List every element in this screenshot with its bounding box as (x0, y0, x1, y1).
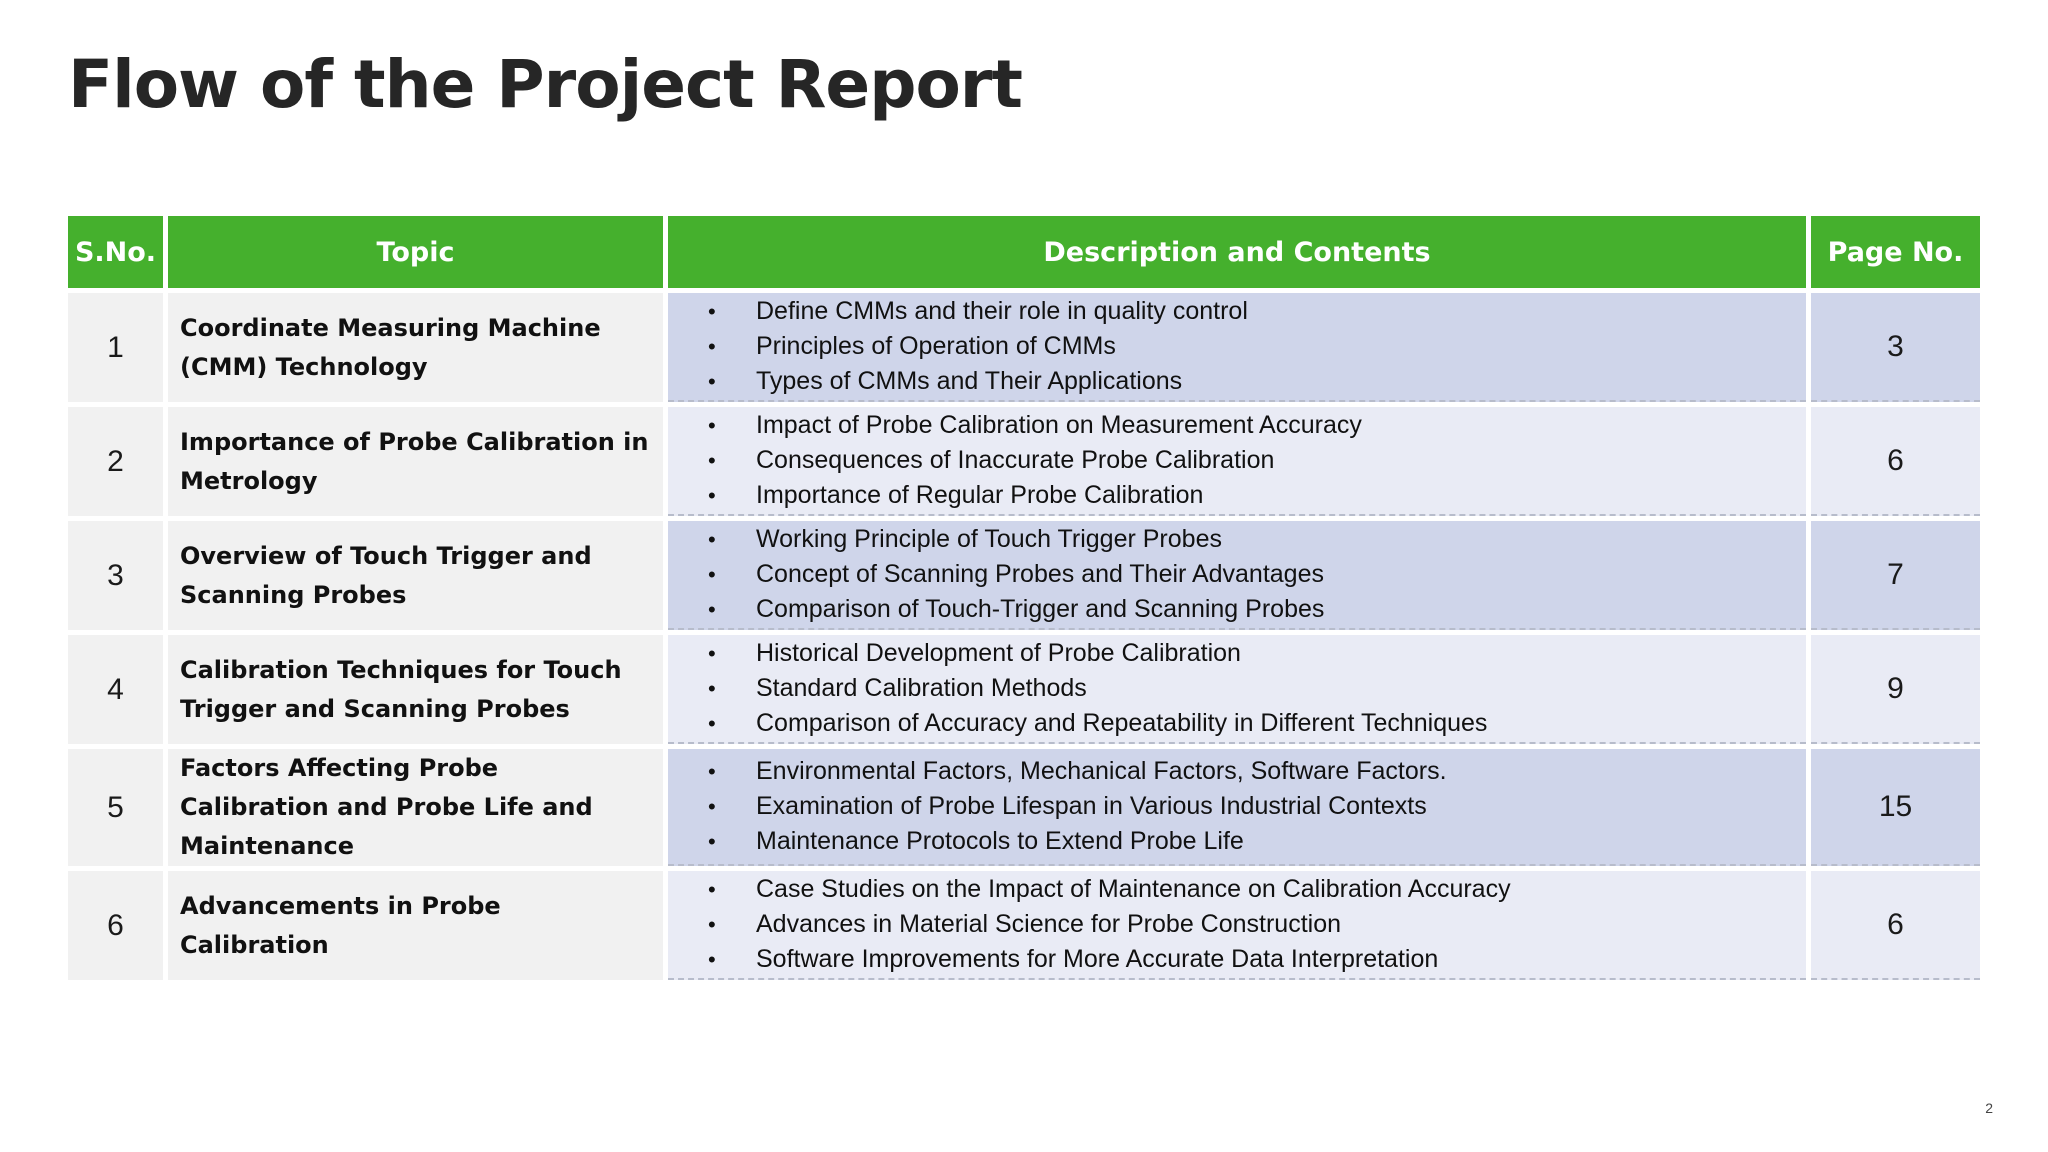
table-row (68, 871, 1980, 980)
row-sno: 5 (68, 749, 163, 866)
row-page-number: 9 (1811, 635, 1980, 744)
table-row (68, 521, 1980, 630)
row-topic: Overview of Touch Trigger and Scanning Probes (168, 521, 663, 630)
list-item (708, 671, 1806, 706)
list-item (708, 706, 1806, 741)
bullet-text: Environmental Factors, Mechanical Factors, Software Factors. (756, 757, 1447, 785)
row-sno: 2 (68, 407, 163, 516)
bullet-text: Historical Development of Probe Calibration (756, 639, 1241, 667)
bullet-icon: • (708, 758, 716, 784)
row-description (668, 521, 1806, 630)
list-item (708, 636, 1806, 671)
row-description (668, 749, 1806, 866)
bullet-text: Importance of Regular Probe Calibration (756, 481, 1204, 509)
header-row (68, 216, 1980, 288)
row-page-number: 3 (1811, 293, 1980, 402)
bullet-icon: • (708, 482, 716, 508)
page-title: Flow of the Project Report (68, 46, 1022, 123)
bullet-text: Consequences of Inaccurate Probe Calibration (756, 446, 1275, 474)
row-description (668, 871, 1806, 980)
table-row (68, 635, 1980, 744)
bullet-text: Principles of Operation of CMMs (756, 332, 1116, 360)
row-sno: 6 (68, 871, 163, 980)
list-item (708, 789, 1806, 824)
list-item (708, 364, 1806, 399)
list-item (708, 478, 1806, 513)
header-topic: Topic (168, 216, 663, 288)
list-item (708, 592, 1806, 627)
bullet-text: Software Improvements for More Accurate Data Interpretation (756, 945, 1439, 973)
bullet-icon: • (708, 368, 716, 394)
table-row (68, 293, 1980, 402)
slide-number: 2 (1985, 1100, 1993, 1116)
bullet-icon: • (708, 561, 716, 587)
row-topic: Factors Affecting Probe Calibration and Probe Life and Maintenance (168, 749, 663, 866)
bullet-text: Case Studies on the Impact of Maintenance on Calibration Accuracy (756, 875, 1511, 903)
bullet-text: Working Principle of Touch Trigger Probes (756, 525, 1222, 553)
row-description (668, 635, 1806, 744)
row-topic: Advancements in Probe Calibration (168, 871, 663, 980)
bullet-text: Examination of Probe Lifespan in Various Industrial Contexts (756, 792, 1427, 820)
list-item (708, 754, 1806, 789)
row-page-number: 6 (1811, 407, 1980, 516)
row-topic: Calibration Techniques for Touch Trigger and Scanning Probes (168, 635, 663, 744)
bullet-icon: • (708, 333, 716, 359)
bullet-text: Comparison of Accuracy and Repeatability in Different Techniques (756, 709, 1488, 737)
row-topic: Coordinate Measuring Machine (CMM) Technology (168, 293, 663, 402)
bullet-icon: • (708, 911, 716, 937)
table-row (68, 407, 1980, 516)
bullet-icon: • (708, 710, 716, 736)
header-page: Page No. (1811, 216, 1980, 288)
list-item (708, 557, 1806, 592)
row-sno: 1 (68, 293, 163, 402)
bullet-icon: • (708, 447, 716, 473)
list-item (708, 329, 1806, 364)
bullet-text: Concept of Scanning Probes and Their Advantages (756, 560, 1324, 588)
bullet-icon: • (708, 793, 716, 819)
row-page-number: 6 (1811, 871, 1980, 980)
bullet-text: Types of CMMs and Their Applications (756, 367, 1183, 395)
bullet-text: Comparison of Touch-Trigger and Scanning Probes (756, 595, 1325, 623)
list-item (708, 907, 1806, 942)
bullet-text: Maintenance Protocols to Extend Probe Life (756, 827, 1244, 855)
bullet-icon: • (708, 596, 716, 622)
row-page-number: 7 (1811, 521, 1980, 630)
row-sno: 4 (68, 635, 163, 744)
list-item (708, 942, 1806, 977)
row-sno: 3 (68, 521, 163, 630)
bullet-icon: • (708, 298, 716, 324)
list-item (708, 522, 1806, 557)
bullet-icon: • (708, 876, 716, 902)
bullet-text: Advances in Material Science for Probe Construction (756, 910, 1342, 938)
bullet-icon: • (708, 946, 716, 972)
bullet-text: Standard Calibration Methods (756, 674, 1087, 702)
row-description (668, 407, 1806, 516)
list-item (708, 824, 1806, 859)
contents-table (63, 211, 1985, 985)
list-item (708, 872, 1806, 907)
header-description: Description and Contents (668, 216, 1806, 288)
table-row (68, 749, 1980, 866)
row-topic: Importance of Probe Calibration in Metrology (168, 407, 663, 516)
list-item (708, 294, 1806, 329)
list-item (708, 408, 1806, 443)
bullet-icon: • (708, 412, 716, 438)
bullet-text: Define CMMs and their role in quality control (756, 297, 1248, 325)
bullet-text: Impact of Probe Calibration on Measurement Accuracy (756, 411, 1362, 439)
row-page-number: 15 (1811, 749, 1980, 866)
bullet-icon: • (708, 526, 716, 552)
list-item (708, 443, 1806, 478)
row-description (668, 293, 1806, 402)
bullet-icon: • (708, 640, 716, 666)
bullet-icon: • (708, 828, 716, 854)
bullet-icon: • (708, 675, 716, 701)
header-sno: S.No. (68, 216, 163, 288)
